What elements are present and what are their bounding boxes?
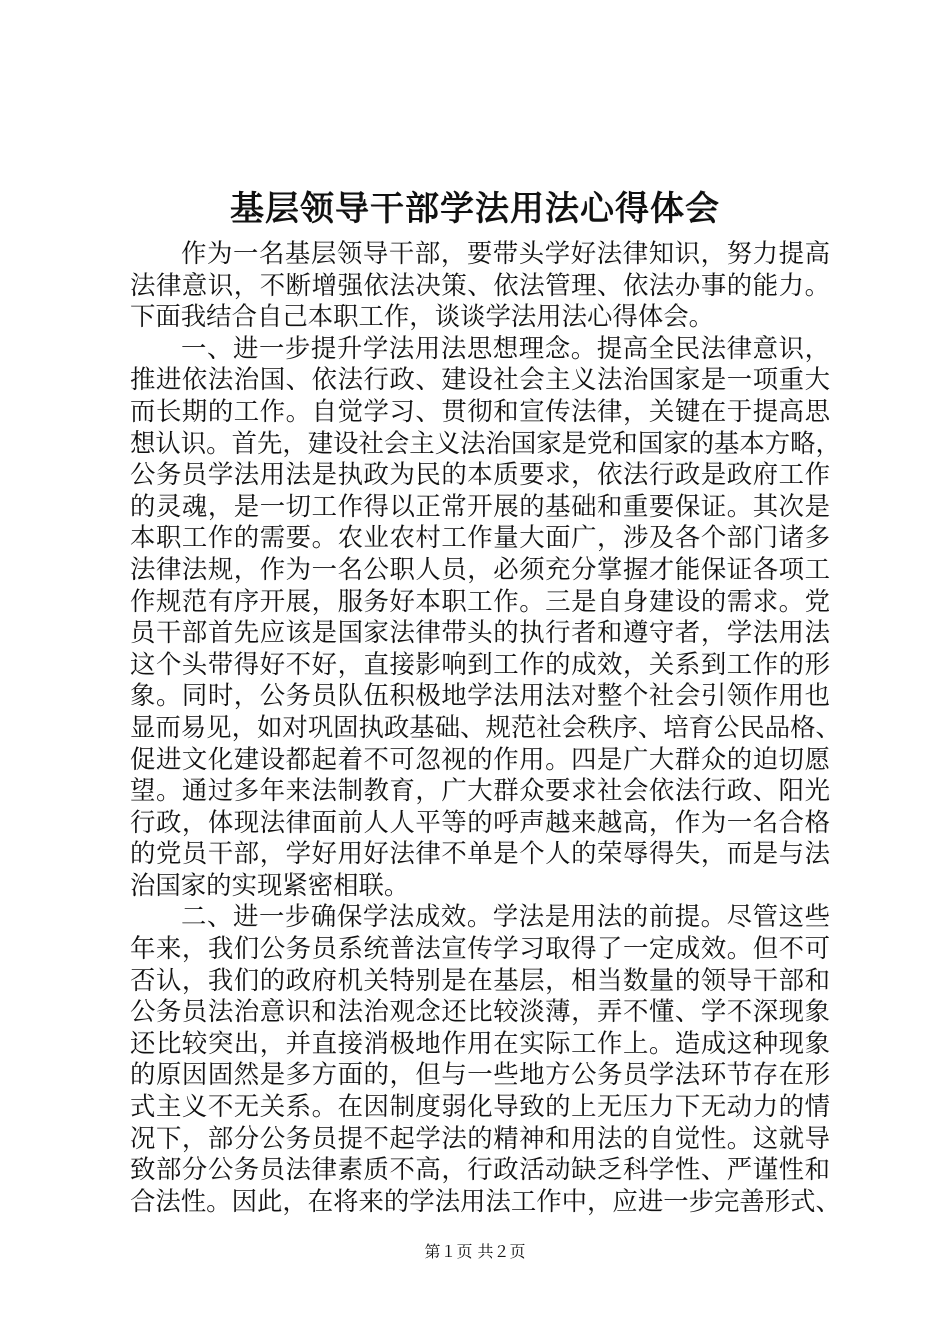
text-line: 公务员法治意识和法治观念还比较淡薄，弄不懂、学不深现象: [130, 996, 830, 1027]
text-line: 二、进一步确保学法成效。学法是用法的前提。尽管这些: [181, 901, 830, 932]
text-line: 作为一名基层领导干部，要带头学好法律知识，努力提高: [181, 238, 830, 268]
text-line: 的党员干部，学好用好法律不单是个人的荣辱得失，而是与法: [130, 838, 830, 869]
text-line: 合法性。因此，在将来的学法用法工作中，应进一步完善形式、: [130, 1185, 841, 1216]
text-line: 式主义不无关系。在因制度弱化导致的上无压力下无动力的情: [130, 1091, 830, 1122]
document-body: [130, 238, 841, 1217]
text-line: 法律法规，作为一名公职人员，必须充分掌握才能保证各项工: [130, 553, 830, 584]
text-line: 还比较突出，并直接消极地作用在实际工作上。造成这种现象: [130, 1027, 830, 1058]
text-line: 致部分公务员法律素质不高，行政活动缺乏科学性、严谨性和: [130, 1154, 830, 1185]
page-footer: 第１页 共２页: [424, 1242, 526, 1261]
text-line: 这个头带得好不好，直接影响到工作的成效，关系到工作的形: [130, 648, 830, 679]
text-line: 况下，部分公务员提不起学法的精神和用法的自觉性。这就导: [130, 1122, 830, 1153]
text-line: 本职工作的需要。农业农村工作量大面广，涉及各个部门诸多: [130, 522, 830, 553]
text-line: 显而易见，如对巩固执政基础、规范社会秩序、培育公民品格、: [130, 711, 841, 742]
text-line: 一、进一步提升学法用法思想理念。提高全民法律意识，: [181, 332, 830, 363]
text-line: 的原因固然是多方面的，但与一些地方公务员学法环节存在形: [130, 1059, 830, 1090]
text-line: 行政，体现法律面前人人平等的呼声越来越高，作为一名合格: [130, 806, 830, 837]
text-line: 员干部首先应该是国家法律带头的执行者和遵守者，学法用法: [130, 617, 830, 648]
text-line: 年来，我们公务员系统普法宣传学习取得了一定成效。但不可: [130, 933, 830, 964]
text-line: 否认，我们的政府机关特别是在基层，相当数量的领导干部和: [130, 964, 830, 995]
text-line: 想认识。首先，建设社会主义法治国家是党和国家的基本方略，: [130, 427, 841, 458]
text-line: 公务员学法用法是执政为民的本质要求，依法行政是政府工作: [130, 459, 830, 490]
text-line: 望。通过多年来法制教育，广大群众要求社会依法行政、阳光: [130, 775, 830, 806]
text-line: 象。同时，公务员队伍积极地学法用法对整个社会引领作用也: [130, 680, 830, 711]
document-title: 基层领导干部学法用法心得体会: [230, 189, 720, 229]
text-line: 推进依法治国、依法行政、建设社会主义法治国家是一项重大: [130, 364, 830, 395]
text-line: 下面我结合自己本职工作，谈谈学法用法心得体会。: [130, 301, 714, 332]
text-line: 而长期的工作。自觉学习、贯彻和宣传法律，关键在于提高思: [130, 395, 830, 426]
text-line: 治国家的实现紧密相联。: [130, 869, 410, 900]
text-line: 促进文化建设都起着不可忽视的作用。四是广大群众的迫切愿: [130, 743, 830, 774]
text-line: 作规范有序开展，服务好本职工作。三是自身建设的需求。党: [130, 585, 830, 616]
text-line: 法律意识，不断增强依法决策、依法管理、依法办事的能力。: [130, 269, 830, 300]
text-line: 的灵魂，是一切工作得以正常开展的基础和重要保证。其次是: [130, 490, 830, 521]
